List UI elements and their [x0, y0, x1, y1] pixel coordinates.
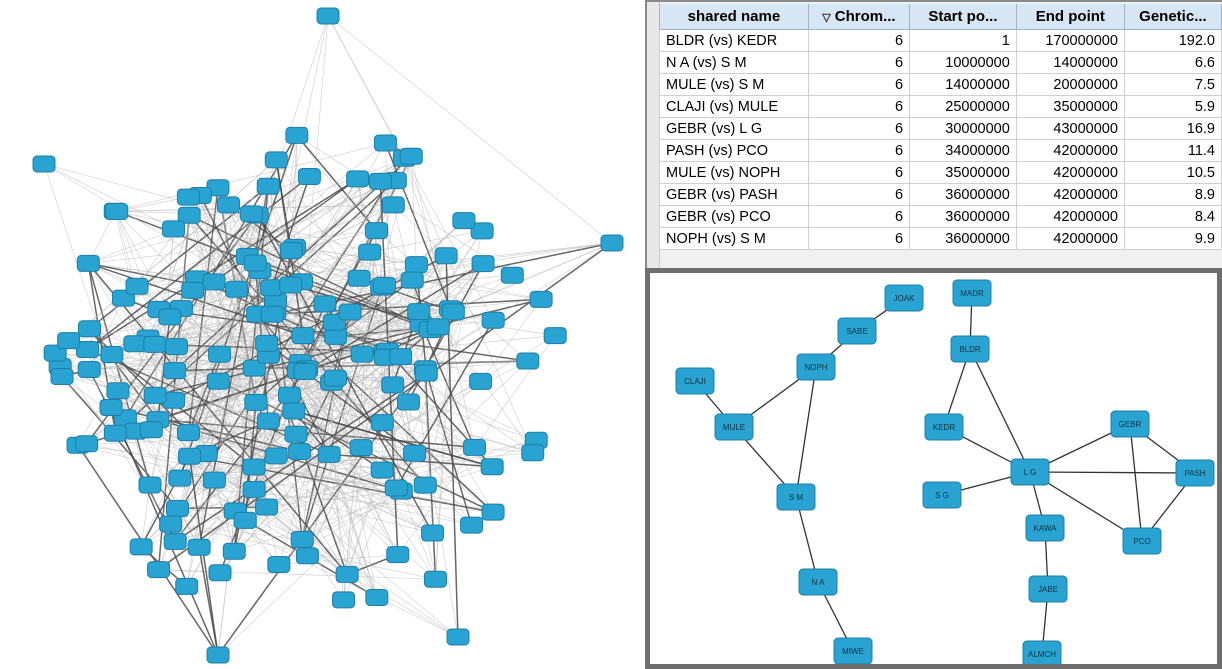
main-network-node-151[interactable]	[58, 333, 80, 349]
main-network-node-142[interactable]	[162, 221, 184, 237]
main-network-node-115[interactable]	[106, 204, 128, 220]
table-cell-genetic[interactable]: 8.9	[1124, 184, 1221, 206]
main-network-node-110[interactable]	[243, 481, 265, 497]
svg-text:NOPH: NOPH	[804, 362, 828, 372]
table-cell-start[interactable]: 36000000	[910, 228, 1017, 250]
main-network-node-155[interactable]	[292, 328, 314, 344]
column-header-shared-name[interactable]	[660, 4, 809, 30]
table-cell-end[interactable]: 42000000	[1016, 162, 1124, 184]
main-network-node-143[interactable]	[530, 291, 552, 307]
table-cell-shared_name[interactable]: MULE (vs) S M	[660, 74, 809, 96]
svg-text:S M: S M	[788, 492, 804, 502]
table-cell-chrom[interactable]: 6	[808, 228, 909, 250]
table-cell-shared_name[interactable]: GEBR (vs) PCO	[660, 206, 809, 228]
svg-text:BLDR: BLDR	[959, 344, 981, 354]
sub-network-node-gebr[interactable]	[1111, 411, 1149, 437]
main-network-node-133[interactable]	[348, 270, 370, 286]
sub-network-node-joak[interactable]	[885, 285, 923, 311]
table-cell-shared_name[interactable]: N A (vs) S M	[660, 52, 809, 74]
table-row[interactable]	[660, 140, 1222, 162]
main-network-node-127[interactable]	[472, 256, 494, 272]
sub-network-node-sabe[interactable]	[838, 318, 876, 344]
main-network-node-21[interactable]	[359, 244, 381, 260]
main-network-node-113[interactable]	[144, 387, 166, 403]
sub-network-canvas	[650, 273, 1217, 664]
table-cell-genetic[interactable]: 10.5	[1124, 162, 1221, 184]
main-network-node-117[interactable]	[482, 312, 504, 328]
table-cell-shared_name[interactable]: NOPH (vs) S M	[660, 228, 809, 250]
svg-text:PCO: PCO	[1133, 536, 1151, 546]
main-network-node-40[interactable]	[318, 446, 340, 462]
table-cell-end[interactable]: 20000000	[1016, 74, 1124, 96]
sub-network-edge[interactable]	[1030, 472, 1195, 473]
main-network-node-124[interactable]	[217, 197, 239, 213]
table-cell-genetic[interactable]: 7.5	[1124, 74, 1221, 96]
table-cell-genetic[interactable]: 9.9	[1124, 228, 1221, 250]
sub-network-node-s-g[interactable]	[923, 482, 961, 508]
main-network-node-145[interactable]	[130, 539, 152, 555]
main-network-node-51[interactable]	[461, 517, 483, 533]
sub-network-node-n-a[interactable]	[799, 569, 837, 595]
main-network-node-43[interactable]	[286, 127, 308, 143]
column-header-end-point[interactable]	[1016, 4, 1124, 30]
main-network-node-153[interactable]	[435, 248, 457, 264]
table-cell-genetic[interactable]: 5.9	[1124, 96, 1221, 118]
sub-network-node-madr[interactable]	[953, 280, 991, 306]
sub-network-node-claji[interactable]	[676, 368, 714, 394]
main-network-node-169[interactable]	[33, 156, 55, 172]
main-network-node-158[interactable]	[280, 277, 302, 293]
right-column	[645, 0, 1222, 669]
main-network-node-128[interactable]	[160, 516, 182, 532]
column-header-chromosome-label: Chrom...	[834, 8, 896, 25]
sub-network-node-bldr[interactable]	[951, 336, 989, 362]
table-cell-chrom[interactable]: 6	[808, 74, 909, 96]
table-cell-end[interactable]: 42000000	[1016, 184, 1124, 206]
main-network-node-116[interactable]	[126, 278, 148, 294]
svg-text:GEBR: GEBR	[1118, 419, 1142, 429]
table-cell-genetic[interactable]: 11.4	[1124, 140, 1221, 162]
table-header-row	[660, 4, 1222, 30]
main-network-node-139[interactable]	[203, 472, 225, 488]
svg-text:MADR: MADR	[960, 288, 984, 298]
column-header-chromosome[interactable]	[808, 4, 909, 30]
main-network-node-80[interactable]	[209, 565, 231, 581]
table-cell-chrom[interactable]: 6	[808, 30, 909, 52]
table-cell-start[interactable]: 1	[910, 30, 1017, 52]
main-network-node-54[interactable]	[243, 459, 265, 475]
main-network-node-147[interactable]	[280, 243, 302, 259]
filter-icon[interactable]: ▽	[822, 11, 831, 24]
main-network-node-149[interactable]	[298, 169, 320, 185]
main-network-node-83[interactable]	[78, 361, 100, 377]
main-network-node-166[interactable]	[601, 235, 623, 251]
sub-network-edge[interactable]	[970, 349, 1030, 472]
main-network-node-104[interactable]	[101, 346, 123, 362]
svg-text:S G: S G	[935, 490, 949, 500]
main-network-node-96[interactable]	[347, 171, 369, 187]
main-network-node-168[interactable]	[447, 629, 469, 645]
main-network-node-41[interactable]	[382, 197, 404, 213]
sub-network-view[interactable]	[645, 268, 1222, 669]
main-network-node-162[interactable]	[333, 592, 355, 608]
table-cell-start[interactable]: 36000000	[910, 184, 1017, 206]
main-network-node-146[interactable]	[265, 448, 287, 464]
main-network-node-88[interactable]	[283, 403, 305, 419]
sub-network-edge[interactable]	[1130, 424, 1142, 541]
main-network-node-109[interactable]	[453, 213, 475, 229]
main-network-node-6[interactable]	[291, 532, 313, 548]
main-network-node-121[interactable]	[374, 135, 396, 151]
main-network-node-144[interactable]	[245, 394, 267, 410]
table-cell-end[interactable]: 42000000	[1016, 206, 1124, 228]
table-cell-start[interactable]: 25000000	[910, 96, 1017, 118]
table-cell-genetic[interactable]: 16.9	[1124, 118, 1221, 140]
main-network-node-148[interactable]	[164, 533, 186, 549]
table-row[interactable]	[660, 30, 1222, 52]
main-network-node-74[interactable]	[382, 377, 404, 393]
table-cell-shared_name[interactable]: GEBR (vs) PASH	[660, 184, 809, 206]
sub-network-node-s-m[interactable]	[777, 484, 815, 510]
main-network-node-19[interactable]	[296, 548, 318, 564]
main-network-node-141[interactable]	[481, 459, 503, 475]
table-cell-genetic[interactable]: 6.6	[1124, 52, 1221, 74]
sub-network-node-pash[interactable]	[1176, 460, 1214, 486]
column-header-genetic[interactable]	[1124, 4, 1221, 30]
table-cell-chrom[interactable]: 6	[808, 96, 909, 118]
table-cell-end[interactable]: 42000000	[1016, 140, 1124, 162]
table-cell-end[interactable]: 42000000	[1016, 228, 1124, 250]
svg-text:JOAK: JOAK	[893, 293, 915, 303]
svg-text:JABE: JABE	[1037, 584, 1059, 594]
table-cell-end[interactable]: 170000000	[1016, 30, 1124, 52]
main-network-node-45[interactable]	[405, 257, 427, 273]
column-header-shared-name-label: shared name	[687, 8, 781, 25]
table-row[interactable]	[660, 96, 1222, 118]
table-row[interactable]	[660, 74, 1222, 96]
table-row[interactable]	[660, 118, 1222, 140]
svg-text:KEDR: KEDR	[932, 422, 956, 432]
main-network-node-62[interactable]	[257, 178, 279, 194]
main-network-node-73[interactable]	[371, 415, 393, 431]
table-cell-shared_name[interactable]: BLDR (vs) KEDR	[660, 30, 809, 52]
main-network-node-90[interactable]	[107, 383, 129, 399]
main-network-node-134[interactable]	[404, 445, 426, 461]
main-network-node-59[interactable]	[144, 336, 166, 352]
main-network-node-160[interactable]	[415, 365, 437, 381]
table-cell-genetic[interactable]: 192.0	[1124, 30, 1221, 52]
main-network-node-99[interactable]	[339, 304, 361, 320]
table-cell-shared_name[interactable]: MULE (vs) NOPH	[660, 162, 809, 184]
table-cell-start[interactable]: 34000000	[910, 140, 1017, 162]
main-network-node-24[interactable]	[203, 274, 225, 290]
main-network-node-50[interactable]	[464, 439, 486, 455]
sub-network-node-almch[interactable]	[1023, 641, 1061, 664]
main-network-node-120[interactable]	[178, 425, 200, 441]
main-network-edge[interactable]	[328, 16, 612, 243]
main-network-node-140[interactable]	[422, 525, 444, 541]
table-row[interactable]	[660, 52, 1222, 74]
edge-table-body[interactable]	[660, 30, 1222, 250]
main-network-node-38[interactable]	[179, 448, 201, 464]
main-network-node-154[interactable]	[223, 543, 245, 559]
main-network-node-49[interactable]	[401, 272, 423, 288]
edge-table[interactable]	[659, 4, 1222, 250]
table-cell-start[interactable]: 30000000	[910, 118, 1017, 140]
svg-text:MULE: MULE	[722, 422, 746, 432]
main-network-node-138[interactable]	[369, 173, 391, 189]
main-network-node-18[interactable]	[256, 499, 278, 515]
table-cell-chrom[interactable]: 6	[808, 206, 909, 228]
main-network-node-132[interactable]	[400, 148, 422, 164]
main-network-node-108[interactable]	[373, 277, 395, 293]
main-network-node-69[interactable]	[314, 296, 336, 312]
main-network-node-135[interactable]	[241, 206, 263, 222]
main-network-node-152[interactable]	[257, 413, 279, 429]
main-network-node-32[interactable]	[76, 436, 98, 452]
table-cell-chrom[interactable]: 6	[808, 52, 909, 74]
main-network-node-118[interactable]	[165, 339, 187, 355]
main-network-node-63[interactable]	[414, 477, 436, 493]
main-network-node-76[interactable]	[234, 512, 256, 528]
table-row[interactable]	[660, 206, 1222, 228]
main-network-node-2[interactable]	[207, 373, 229, 389]
main-network-node-5[interactable]	[77, 255, 99, 271]
main-network-node-84[interactable]	[164, 363, 186, 379]
main-network-node-14[interactable]	[366, 223, 388, 239]
table-cell-shared_name[interactable]: PASH (vs) PCO	[660, 140, 809, 162]
sub-network-node-mule[interactable]	[715, 414, 753, 440]
svg-text:ALMCH: ALMCH	[1027, 649, 1057, 659]
main-network-edge[interactable]	[159, 570, 436, 580]
table-cell-shared_name[interactable]: CLAJI (vs) MULE	[660, 96, 809, 118]
main-network-node-44[interactable]	[522, 445, 544, 461]
main-network-node-157[interactable]	[294, 364, 316, 380]
main-network-node-85[interactable]	[169, 470, 191, 486]
sub-network-node-jabe[interactable]	[1029, 576, 1067, 602]
main-network-node-102[interactable]	[261, 306, 283, 322]
main-network-node-36[interactable]	[268, 557, 290, 573]
main-network-node-78[interactable]	[350, 440, 372, 456]
column-header-genetic-label: Genetic...	[1139, 8, 1207, 25]
main-network-node-86[interactable]	[371, 462, 393, 478]
main-network-node-71[interactable]	[397, 394, 419, 410]
table-cell-genetic[interactable]: 8.4	[1124, 206, 1221, 228]
table-cell-start[interactable]: 36000000	[910, 206, 1017, 228]
main-network-node-163[interactable]	[408, 304, 430, 320]
main-network-nodes	[33, 8, 623, 663]
main-network-node-34[interactable]	[482, 504, 504, 520]
main-network-node-87[interactable]	[182, 282, 204, 298]
table-cell-end[interactable]: 35000000	[1016, 96, 1124, 118]
sub-network-edge[interactable]	[796, 367, 816, 497]
main-network-node-17[interactable]	[387, 547, 409, 563]
column-header-start-point[interactable]	[910, 4, 1017, 30]
main-network-node-167[interactable]	[207, 647, 229, 663]
table-cell-chrom[interactable]: 6	[808, 184, 909, 206]
table-cell-chrom[interactable]: 6	[808, 118, 909, 140]
main-network-node-112[interactable]	[209, 346, 231, 362]
svg-text:PASH: PASH	[1184, 468, 1206, 478]
main-network-node-82[interactable]	[289, 443, 311, 459]
main-network-node-60[interactable]	[366, 589, 388, 605]
column-header-start-point-label: Start po...	[928, 8, 998, 25]
main-network-node-164[interactable]	[159, 309, 181, 325]
table-cell-end[interactable]: 14000000	[1016, 52, 1124, 74]
main-network-node-161[interactable]	[265, 152, 287, 168]
main-network-node-165[interactable]	[317, 8, 339, 24]
main-network-node-35[interactable]	[279, 387, 301, 403]
main-network-node-129[interactable]	[442, 304, 464, 320]
main-network-node-125[interactable]	[424, 571, 446, 587]
sub-network-node-miwe[interactable]	[834, 638, 872, 664]
main-network-node-103[interactable]	[100, 399, 122, 415]
main-network-node-119[interactable]	[544, 328, 566, 344]
main-network-node-33[interactable]	[501, 267, 523, 283]
sub-network-edges	[695, 293, 1195, 654]
main-network-node-8[interactable]	[78, 321, 100, 337]
table-cell-chrom[interactable]: 6	[808, 140, 909, 162]
main-network-node-29[interactable]	[148, 562, 170, 578]
main-network-node-136[interactable]	[427, 319, 449, 335]
main-network-node-100[interactable]	[104, 425, 126, 441]
table-cell-shared_name[interactable]: GEBR (vs) L G	[660, 118, 809, 140]
sub-network-node-kedr[interactable]	[925, 414, 963, 440]
svg-text:MIWE: MIWE	[842, 646, 864, 656]
edge-table-header	[660, 4, 1222, 30]
svg-text:KAWA: KAWA	[1033, 523, 1057, 533]
svg-text:L G: L G	[1023, 467, 1037, 477]
main-network-node-89[interactable]	[385, 480, 407, 496]
main-network-node-91[interactable]	[517, 353, 539, 369]
main-network-node-106[interactable]	[324, 370, 346, 386]
svg-text:SABE: SABE	[846, 326, 868, 336]
table-row[interactable]	[660, 184, 1222, 206]
main-network-node-94[interactable]	[226, 281, 248, 297]
main-network-node-137[interactable]	[139, 477, 161, 493]
main-network-node-126[interactable]	[140, 422, 162, 438]
main-network-node-75[interactable]	[351, 346, 373, 362]
sub-network-node-l-g[interactable]	[1011, 459, 1049, 485]
main-network-node-81[interactable]	[177, 189, 199, 205]
table-row[interactable]	[660, 162, 1222, 184]
column-header-end-point-label: End point	[1035, 8, 1105, 25]
main-network-node-47[interactable]	[124, 336, 146, 352]
table-cell-start[interactable]: 35000000	[910, 162, 1017, 184]
table-cell-start[interactable]: 10000000	[910, 52, 1017, 74]
table-cell-start[interactable]: 14000000	[910, 74, 1017, 96]
main-network-node-122[interactable]	[390, 349, 412, 365]
edge-table-panel[interactable]	[645, 0, 1222, 268]
table-cell-end[interactable]: 43000000	[1016, 118, 1124, 140]
main-network-node-101[interactable]	[188, 539, 210, 555]
svg-text:N A: N A	[811, 577, 825, 587]
table-cell-chrom[interactable]: 6	[808, 162, 909, 184]
sub-network-node-pco[interactable]	[1123, 528, 1161, 554]
main-network-node-97[interactable]	[336, 566, 358, 582]
main-network-node-131[interactable]	[176, 578, 198, 594]
main-network-node-130[interactable]	[51, 368, 73, 384]
main-network-node-123[interactable]	[256, 335, 278, 351]
main-network-node-1[interactable]	[166, 501, 188, 517]
main-network-node-67[interactable]	[285, 426, 307, 442]
sub-network-node-noph[interactable]	[797, 354, 835, 380]
table-row[interactable]	[660, 228, 1222, 250]
svg-text:CLAJI: CLAJI	[684, 376, 706, 386]
main-network-node-95[interactable]	[470, 373, 492, 389]
main-network-node-92[interactable]	[244, 255, 266, 271]
sub-network-node-kawa[interactable]	[1026, 515, 1064, 541]
